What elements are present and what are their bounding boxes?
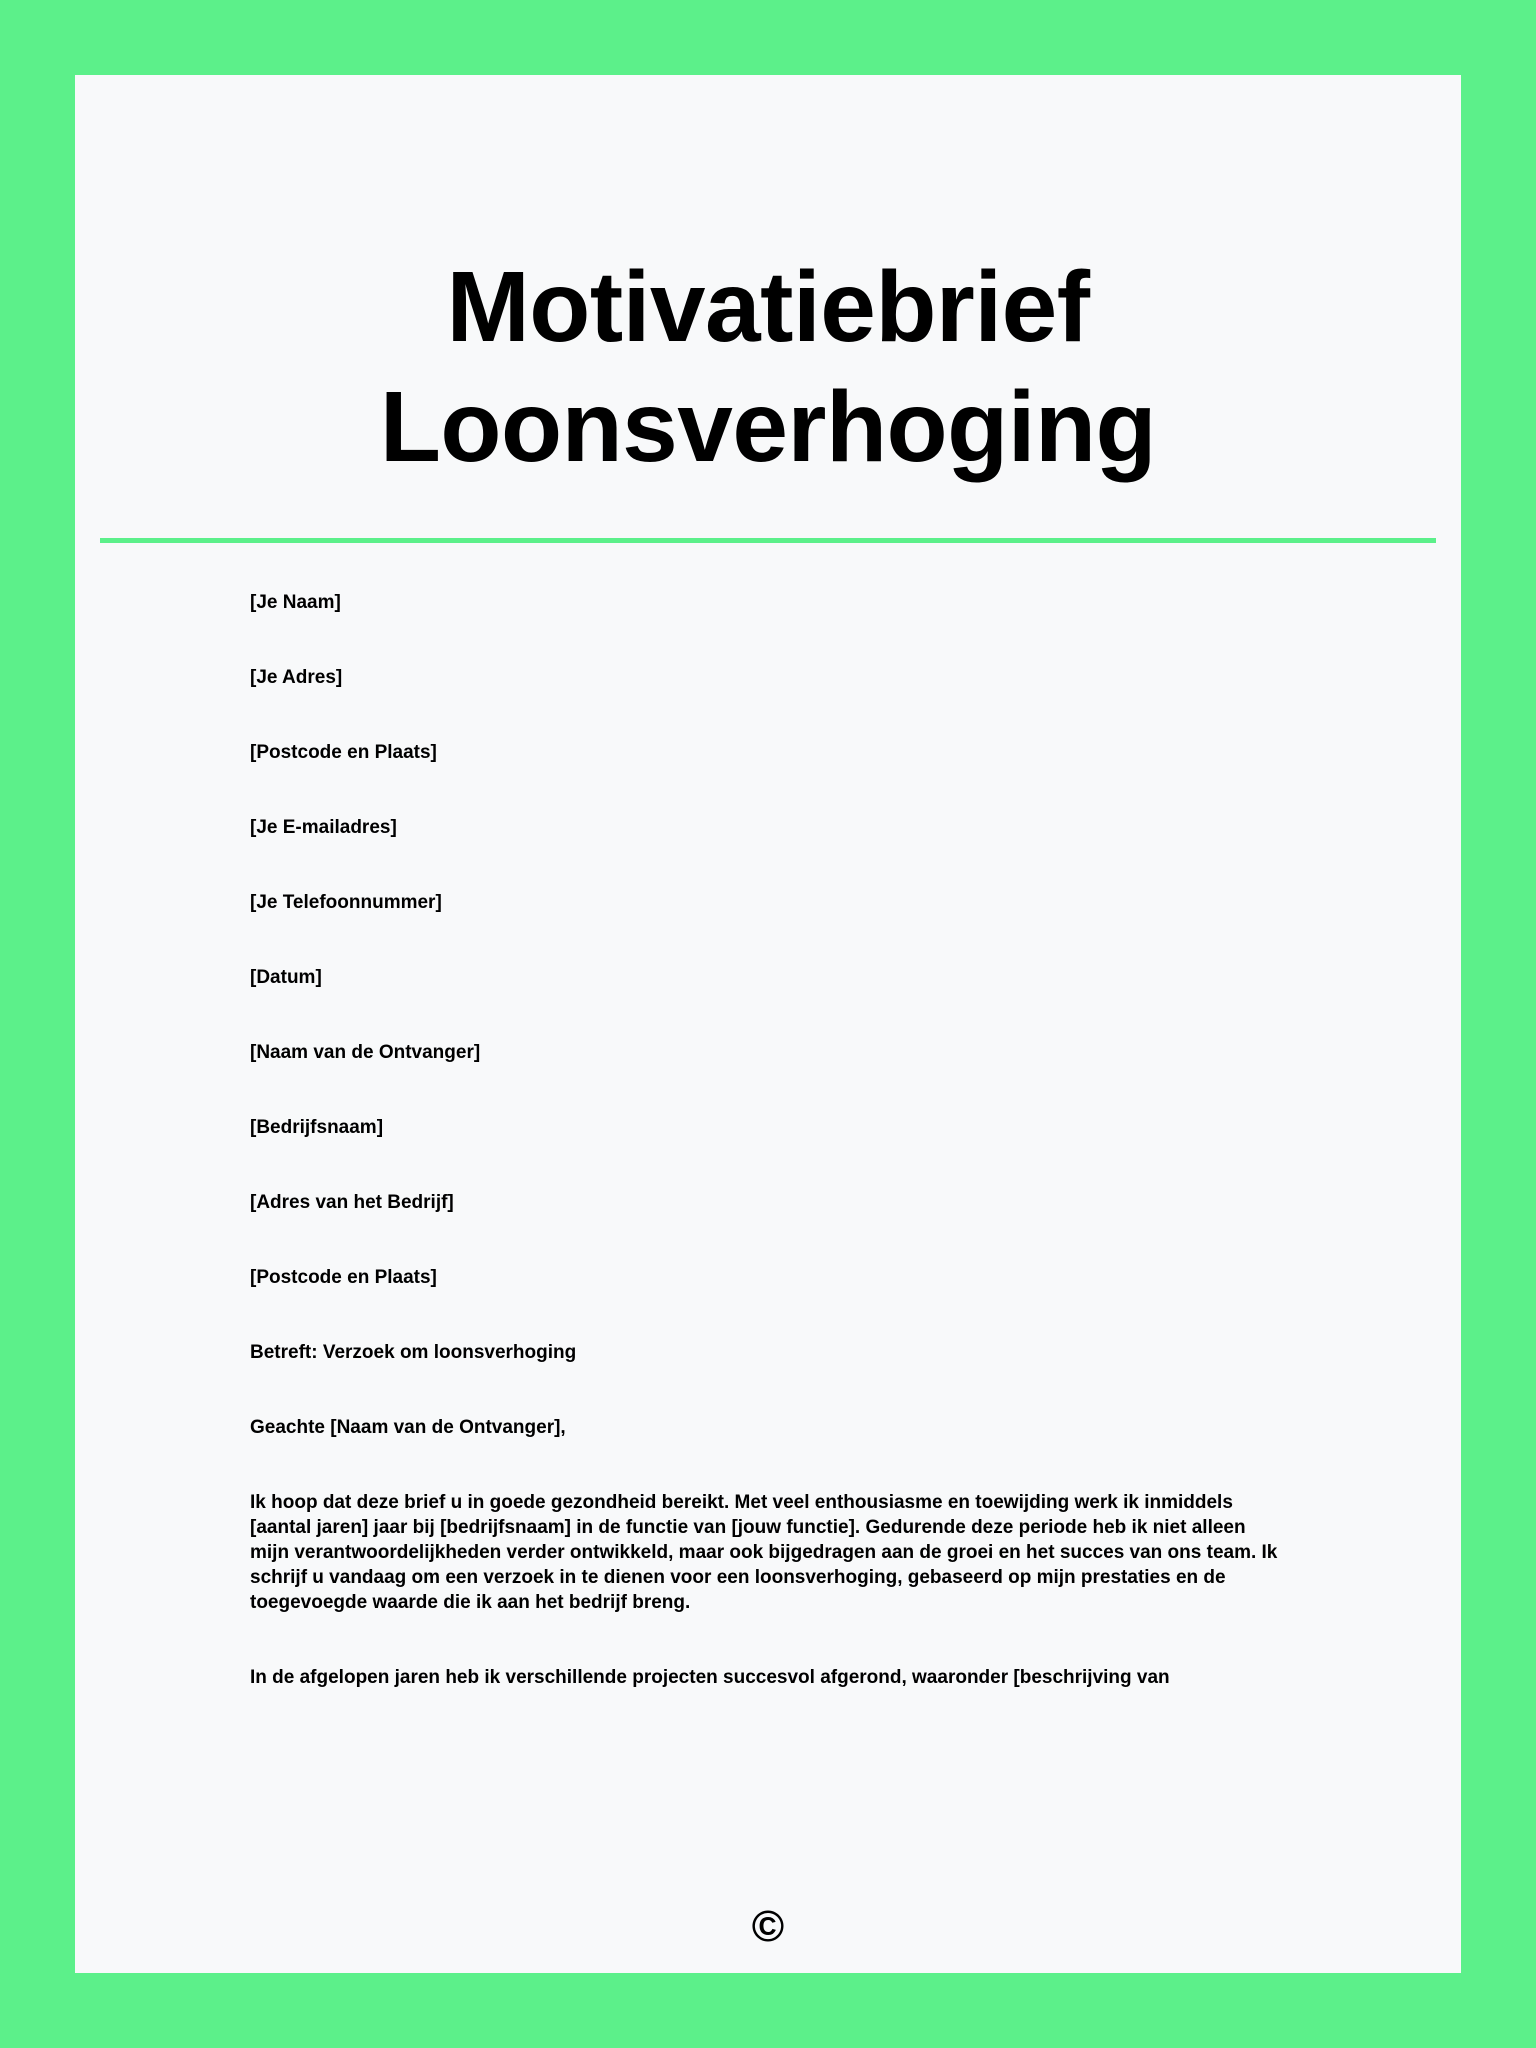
recipient-company: [Bedrijfsnaam] xyxy=(250,1117,384,1138)
sender-address: [Je Adres] xyxy=(250,667,343,688)
letter-date: [Datum] xyxy=(250,967,322,988)
copyright-icon: © xyxy=(751,1902,785,1951)
document-card xyxy=(75,75,1461,1973)
title-line-1: Motivatiebrief xyxy=(446,251,1090,363)
title-divider xyxy=(100,538,1436,543)
sender-postal-city: [Postcode en Plaats] xyxy=(250,742,437,763)
body-paragraph: In de afgelopen jaren heb ik verschillende projecten succesvol afgerond, waaronder [beschrijving van xyxy=(250,1667,1170,1688)
body-paragraph: Ik hoop dat deze brief u in goede gezondheid bereikt. Met veel enthousiasme en toewijding werk ik inmiddels [aantal jaren] jaar bij [bedrijfsnaam] in de functie van [jouw functie]. Gedurende deze periode heb ik niet alleen mijn verantwoordelijkheden verder ontwikkeld, maar ook bijgedragen aan de groei en het succes van ons team. Ik schrijf u vandaag om een verzoek in te dienen voor een loonsverhoging, gebaseerd op mijn prestaties en de toegevoegde waarde die ik aan het bedrijf breng. xyxy=(250,1492,1278,1613)
recipient-block xyxy=(250,1040,1286,1290)
recipient-company-address: [Adres van het Bedrijf] xyxy=(250,1192,454,1213)
body-paragraph-block-2 xyxy=(250,1665,1286,1690)
title-line-2: Loonsverhoging xyxy=(379,371,1157,483)
subject-block xyxy=(250,1340,1286,1365)
sender-phone: [Je Telefoonnummer] xyxy=(250,892,442,913)
letter-salutation: Geachte [Naam van de Ontvanger], xyxy=(250,1417,566,1438)
sender-email: [Je E-mailadres] xyxy=(250,817,397,838)
recipient-postal-city: [Postcode en Plaats] xyxy=(250,1267,437,1288)
document-title xyxy=(75,247,1461,487)
body-paragraph-block-1 xyxy=(250,1490,1286,1615)
salutation-block xyxy=(250,1415,1286,1440)
sender-name: [Je Naam] xyxy=(250,592,341,613)
sender-block xyxy=(250,590,1286,990)
letter-subject: Betreft: Verzoek om loonsverhoging xyxy=(250,1342,577,1363)
recipient-name: [Naam van de Ontvanger] xyxy=(250,1042,481,1063)
letter-body xyxy=(250,590,1286,1822)
